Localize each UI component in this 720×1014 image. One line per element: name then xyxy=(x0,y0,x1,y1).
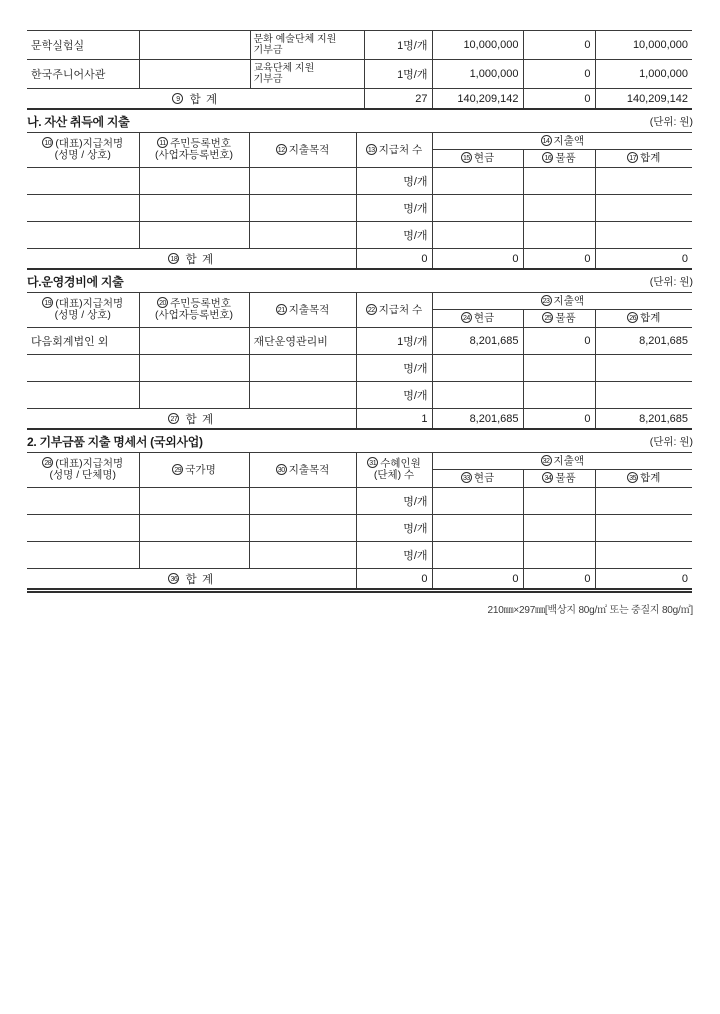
circled-number-badge: 20 xyxy=(157,297,168,308)
purpose-cell: 재단운영관리비 xyxy=(249,328,356,355)
goods-cell xyxy=(523,515,595,542)
reg-no-cell xyxy=(139,382,249,409)
header-text: 합계 xyxy=(640,152,661,165)
goods-cell xyxy=(523,168,595,195)
col-header-cash xyxy=(432,310,523,328)
sum-cash-cell: 0 xyxy=(432,569,523,591)
circled-number-badge: 11 xyxy=(157,137,168,148)
header-text: 국가명 xyxy=(185,463,216,476)
total-cell xyxy=(595,488,692,515)
circled-number-badge: 31 xyxy=(367,457,378,468)
sum-row xyxy=(27,249,692,270)
payee-count-cell: 1명/개 xyxy=(364,60,432,89)
col-header-goods xyxy=(523,310,595,328)
total-cell: 10,000,000 xyxy=(595,31,692,60)
header-text: 합계 xyxy=(640,472,661,485)
header-text: 지출액 xyxy=(553,294,584,307)
sum-goods-cell: 0 xyxy=(523,409,595,430)
cash-cell xyxy=(432,515,523,542)
beneficiary-count-cell: 명/개 xyxy=(356,488,432,515)
col-header-cash xyxy=(432,150,523,168)
purpose-line1: 교육단체 지원 xyxy=(253,63,315,74)
header-text: 지출목적 xyxy=(288,303,330,316)
header-text: 지출목적 xyxy=(288,463,330,476)
payee-cell xyxy=(27,195,139,222)
goods-cell xyxy=(523,382,595,409)
cash-cell xyxy=(432,355,523,382)
purpose-cell xyxy=(249,355,356,382)
sum-goods-cell: 0 xyxy=(523,569,595,591)
circled-number-badge: 22 xyxy=(366,304,377,315)
table-row xyxy=(27,328,692,355)
header-text: (단체) 수 xyxy=(373,469,415,482)
total-cell xyxy=(595,195,692,222)
purpose-line2: 기부금 xyxy=(253,45,283,56)
total-cell xyxy=(595,168,692,195)
sum-row xyxy=(27,89,692,110)
circled-number-badge: 36 xyxy=(168,573,179,584)
header-text: 지출액 xyxy=(553,454,584,467)
header-text: (사업자등록번호) xyxy=(155,149,233,162)
total-cell xyxy=(595,355,692,382)
col-header-payee xyxy=(27,133,139,168)
circled-number-badge: 33 xyxy=(461,472,472,483)
sum-row xyxy=(27,409,692,430)
sum-count-cell: 0 xyxy=(356,569,432,591)
sum-goods-cell: 0 xyxy=(523,249,595,270)
reg-no-cell xyxy=(139,168,249,195)
header-row xyxy=(27,293,692,310)
circled-number-badge: 13 xyxy=(366,144,377,155)
purpose-cell xyxy=(249,168,356,195)
circled-number-badge: 19 xyxy=(42,297,53,308)
sum-cash-cell: 0 xyxy=(432,249,523,270)
sum-cash-cell: 140,209,142 xyxy=(432,89,523,110)
circled-number-badge: 21 xyxy=(276,304,287,315)
circled-number-badge: 26 xyxy=(627,312,638,323)
purpose-cell xyxy=(249,488,356,515)
col-header-amount xyxy=(432,453,692,470)
donation-expense-table xyxy=(27,30,692,110)
country-cell xyxy=(139,488,249,515)
header-text: 현금 xyxy=(473,312,495,325)
col-header-payee-count xyxy=(356,133,432,168)
sum-goods-cell: 0 xyxy=(523,89,595,110)
circled-number-badge: 30 xyxy=(276,464,287,475)
circled-number-badge: 23 xyxy=(541,295,552,306)
purpose-cell xyxy=(249,515,356,542)
table-row xyxy=(27,31,692,60)
col-header-payee-count xyxy=(356,293,432,328)
form-page xyxy=(27,30,693,616)
payee-cell: 문학실험실 xyxy=(27,31,139,60)
asset-acquisition-table xyxy=(27,132,692,270)
payee-cell: 다음회계법인 외 xyxy=(27,328,139,355)
circled-number-badge: 34 xyxy=(542,472,553,483)
circled-number-badge: 12 xyxy=(276,144,287,155)
sum-label-cell xyxy=(27,409,356,430)
table-row xyxy=(27,515,692,542)
circled-number-badge: 28 xyxy=(42,457,53,468)
sum-count-cell: 27 xyxy=(364,89,432,110)
section-na-title: 나. 자산 취득에 지출 xyxy=(27,114,130,129)
payee-count-cell: 명/개 xyxy=(356,222,432,249)
sum-label-cell xyxy=(27,89,364,110)
header-text: 물품 xyxy=(555,312,576,325)
section-overseas-titlebar xyxy=(27,433,693,449)
payee-count-cell: 명/개 xyxy=(356,382,432,409)
table-row xyxy=(27,542,692,569)
header-text: 합계 xyxy=(640,312,661,325)
paper-spec-note: 210㎜×297㎜[백상지 80g/㎡ 또는 중질지 80g/㎡] xyxy=(487,605,693,616)
header-text: 현금 xyxy=(473,152,495,165)
col-header-purpose xyxy=(249,293,356,328)
payee-cell: 한국주니어사관 xyxy=(27,60,139,89)
header-text: (대표)지급처명 xyxy=(55,457,124,470)
payee-count-cell: 명/개 xyxy=(356,355,432,382)
goods-cell: 0 xyxy=(523,60,595,89)
header-text: (사업자등록번호) xyxy=(155,309,233,322)
reg-no-cell xyxy=(139,222,249,249)
header-text: 수혜인원 xyxy=(380,457,421,470)
header-text: 현금 xyxy=(473,472,495,485)
sum-label-cell xyxy=(27,569,356,591)
col-header-amount xyxy=(432,133,692,150)
unit-label: (단위: 원) xyxy=(649,115,693,128)
cash-cell: 8,201,685 xyxy=(432,328,523,355)
goods-cell xyxy=(523,542,595,569)
reg-no-cell xyxy=(139,328,249,355)
beneficiary-count-cell: 명/개 xyxy=(356,542,432,569)
table-row xyxy=(27,195,692,222)
cash-cell: 10,000,000 xyxy=(432,31,523,60)
section-na-titlebar xyxy=(27,113,693,129)
sum-total-cell: 140,209,142 xyxy=(595,89,692,110)
purpose-cell xyxy=(249,542,356,569)
col-header-purpose xyxy=(249,133,356,168)
cash-cell xyxy=(432,222,523,249)
reg-no-cell xyxy=(139,31,250,60)
total-cell: 8,201,685 xyxy=(595,328,692,355)
unit-label: (단위: 원) xyxy=(649,275,693,288)
total-cell: 1,000,000 xyxy=(595,60,692,89)
header-text: 지급처 수 xyxy=(378,303,423,316)
circled-number-badge: 10 xyxy=(42,137,53,148)
col-header-country xyxy=(139,453,249,488)
table-row xyxy=(27,488,692,515)
total-cell xyxy=(595,382,692,409)
beneficiary-count-cell: 명/개 xyxy=(356,515,432,542)
payee-count-cell: 명/개 xyxy=(356,168,432,195)
header-text: 지출액 xyxy=(553,134,584,147)
circled-number-badge: 27 xyxy=(168,413,179,424)
country-cell xyxy=(139,515,249,542)
sum-label: 합 계 xyxy=(185,413,215,426)
goods-cell: 0 xyxy=(523,31,595,60)
sum-count-cell: 0 xyxy=(356,249,432,270)
purpose-cell xyxy=(250,60,364,89)
payee-cell xyxy=(27,168,139,195)
col-header-cash xyxy=(432,470,523,488)
total-cell xyxy=(595,542,692,569)
header-text: 물품 xyxy=(555,152,576,165)
circled-number-badge: 29 xyxy=(172,464,183,475)
circled-number-badge: 16 xyxy=(542,152,553,163)
sum-total-cell: 0 xyxy=(595,249,692,270)
goods-cell xyxy=(523,195,595,222)
cash-cell xyxy=(432,488,523,515)
reg-no-cell xyxy=(139,355,249,382)
circled-number-badge: 35 xyxy=(627,472,638,483)
col-header-payee xyxy=(27,293,139,328)
payee-cell xyxy=(27,382,139,409)
header-text: 지급처 수 xyxy=(378,143,423,156)
circled-number-badge: 17 xyxy=(627,152,638,163)
total-cell xyxy=(595,515,692,542)
payee-cell xyxy=(27,542,139,569)
payee-cell xyxy=(27,488,139,515)
reg-no-cell xyxy=(139,195,249,222)
payee-cell xyxy=(27,515,139,542)
header-text: (대표)지급처명 xyxy=(55,297,124,310)
purpose-line1: 문화 예술단체 지원 xyxy=(253,34,337,45)
sum-label: 합 계 xyxy=(185,573,215,586)
unit-label: (단위: 원) xyxy=(649,435,693,448)
sum-cash-cell: 8,201,685 xyxy=(432,409,523,430)
header-text: 지출목적 xyxy=(288,143,330,156)
header-row xyxy=(27,133,692,150)
col-header-amount xyxy=(432,293,692,310)
header-text: 주민등록번호 xyxy=(170,137,231,150)
goods-cell xyxy=(523,355,595,382)
sum-count-cell: 1 xyxy=(356,409,432,430)
sum-total-cell: 0 xyxy=(595,569,692,591)
sum-row xyxy=(27,569,692,591)
col-header-goods xyxy=(523,150,595,168)
circled-number-badge: 32 xyxy=(541,455,552,466)
table-row xyxy=(27,222,692,249)
country-cell xyxy=(139,542,249,569)
col-header-payee xyxy=(27,453,139,488)
overseas-expense-table xyxy=(27,452,692,593)
col-header-total xyxy=(595,470,692,488)
payee-count-cell: 1명/개 xyxy=(364,31,432,60)
cash-cell xyxy=(432,542,523,569)
purpose-cell xyxy=(249,382,356,409)
payee-cell xyxy=(27,355,139,382)
section-overseas-title: 2. 기부금품 지출 명세서 (국외사업) xyxy=(27,434,203,449)
payee-cell xyxy=(27,222,139,249)
col-header-beneficiary-count xyxy=(356,453,432,488)
sum-total-cell: 8,201,685 xyxy=(595,409,692,430)
header-text: 물품 xyxy=(555,472,576,485)
section-da-title: 다.운영경비에 지출 xyxy=(27,274,124,289)
table-row xyxy=(27,60,692,89)
purpose-cell xyxy=(250,31,364,60)
circled-number-badge: 14 xyxy=(541,135,552,146)
table-row xyxy=(27,355,692,382)
circled-number-badge: 9 xyxy=(172,93,183,104)
header-row xyxy=(27,453,692,470)
goods-cell: 0 xyxy=(523,328,595,355)
total-cell xyxy=(595,222,692,249)
goods-cell xyxy=(523,222,595,249)
payee-count-cell: 1명/개 xyxy=(356,328,432,355)
col-header-goods xyxy=(523,470,595,488)
cash-cell xyxy=(432,168,523,195)
purpose-cell xyxy=(249,222,356,249)
circled-number-badge: 15 xyxy=(461,152,472,163)
table-row xyxy=(27,382,692,409)
header-text: 주민등록번호 xyxy=(170,297,231,310)
header-text: (성명 / 단체명) xyxy=(49,469,116,482)
cash-cell xyxy=(432,382,523,409)
col-header-total xyxy=(595,150,692,168)
reg-no-cell xyxy=(139,60,250,89)
goods-cell xyxy=(523,488,595,515)
cash-cell: 1,000,000 xyxy=(432,60,523,89)
sum-label-cell xyxy=(27,249,356,270)
header-text: (성명 / 상호) xyxy=(54,309,111,322)
purpose-line2: 기부금 xyxy=(253,74,283,85)
col-header-total xyxy=(595,310,692,328)
payee-count-cell: 명/개 xyxy=(356,195,432,222)
header-text: (대표)지급처명 xyxy=(55,137,124,150)
col-header-reg-no xyxy=(139,133,249,168)
circled-number-badge: 18 xyxy=(168,253,179,264)
operating-expense-table xyxy=(27,292,692,430)
table-row xyxy=(27,168,692,195)
circled-number-badge: 24 xyxy=(461,312,472,323)
col-header-purpose xyxy=(249,453,356,488)
purpose-cell xyxy=(249,195,356,222)
header-text: (성명 / 상호) xyxy=(54,149,111,162)
sum-label: 합 계 xyxy=(185,253,215,266)
col-header-reg-no xyxy=(139,293,249,328)
cash-cell xyxy=(432,195,523,222)
circled-number-badge: 25 xyxy=(542,312,553,323)
section-da-titlebar xyxy=(27,273,693,289)
sum-label: 합 계 xyxy=(189,93,219,106)
